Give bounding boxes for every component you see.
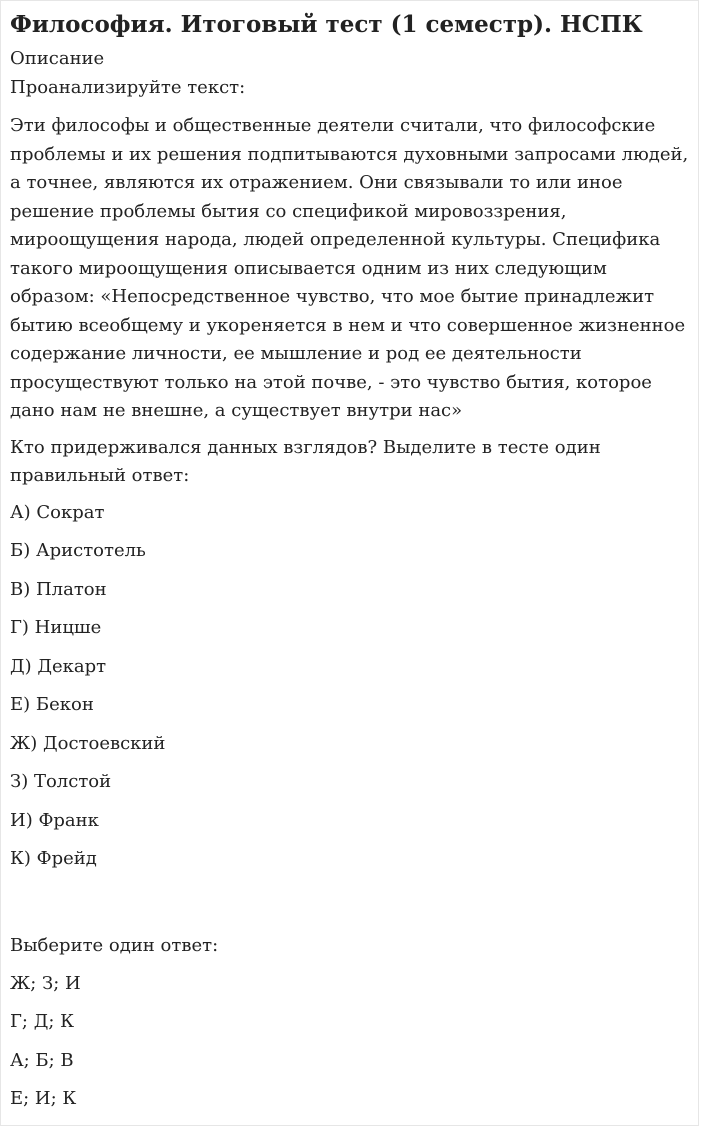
choose-answer-label: Выберите один ответ: <box>10 934 219 956</box>
option-item: В) Платон <box>10 578 107 600</box>
answer-choice[interactable]: А; Б; В <box>10 1049 74 1071</box>
option-item: З) Толстой <box>10 771 112 792</box>
answer-choice[interactable]: Г; Д; К <box>10 1011 75 1032</box>
option-item: К) Фрейд <box>10 848 97 869</box>
description-label: Описание <box>10 48 105 69</box>
option-item: Б) Аристотель <box>10 540 146 561</box>
instruction-text: Проанализируйте текст: <box>10 77 246 98</box>
options-list <box>10 499 690 884</box>
option-item: Г) Ницше <box>10 617 102 638</box>
analyzed-text: Эти философы и общественные деятели считали, что философские проблемы и их решения подпитываются духовными запросами людей, а точнее, являются их отражением. Они связывали то или иное решение проблемы бытия со спецификой мировоззрения, мироощущения народа, людей определенной культуры. Специфика такого мироощущения описывается одним из них следующим образом: «Непосредственное чувство, что мое бытие принадлежит бытию всеобщему и укореняется в нем и что совершенное жизненное содержание личности, ее мышление и род ее деятельности просуществуют только на этой почве, - это чувство бытия, которое дано нам не внешне, а существует внутри нас» <box>10 115 689 421</box>
answer-choice[interactable]: Ж; З; И <box>10 972 81 994</box>
option-item: Д) Декарт <box>10 655 107 677</box>
description-section <box>10 44 690 491</box>
option-item: Е) Бекон <box>10 694 94 715</box>
page-title: Философия. Итоговый тест (1 семестр). НСПК <box>10 11 643 38</box>
option-item: А) Сократ <box>10 501 105 523</box>
option-item: Ж) Достоевский <box>10 732 166 754</box>
answer-choice[interactable]: Е; И; К <box>10 1088 77 1109</box>
option-item: И) Франк <box>10 809 99 831</box>
question-text: Кто придерживался данных взглядов? Выделите в тесте один правильный ответ: <box>10 436 601 486</box>
answer-choices <box>10 970 690 1124</box>
